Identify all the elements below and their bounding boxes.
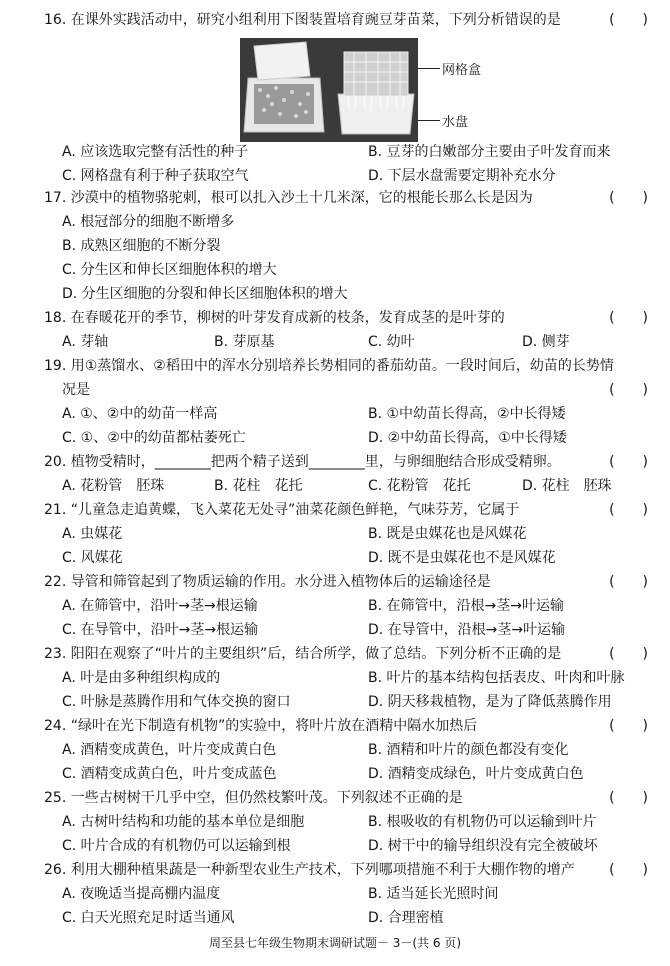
option-d: D. 侧芽: [522, 334, 570, 350]
option-a: A. 根冠部分的细胞不断增多: [62, 214, 235, 230]
question-stem: 26. 利用大棚种植果蔬是一种新型农业生产技术，下列哪项措施不利于大棚作物的增产: [44, 862, 575, 878]
question-stem: 22. 导管和筛管起到了物质运输的作用。水分进入植物体后的运输途径是: [44, 574, 491, 590]
option-d: D. ②中幼苗长得高，①中长得矮: [368, 430, 567, 446]
option-a: A. 古树叶结构和功能的基本单位是细胞: [62, 814, 305, 830]
option-a: A. 芽轴: [62, 334, 109, 350]
answer-blank: ( ): [609, 574, 648, 590]
page-footer: 周至县七年级生物期末调研试题－ 3－(共 6 页): [208, 936, 462, 950]
option-a: A. 花粉管 胚珠: [62, 478, 165, 494]
option-b: B. 花柱 花托: [214, 478, 303, 494]
option-c: C. 风媒花: [62, 550, 123, 566]
question-stem: 23. 阳阳在观察了“叶片的主要组织”后，结合所学，做了总结。下列分析不正确的是: [44, 646, 562, 662]
option-a: A. 在筛管中，沿叶→茎→根运输: [62, 598, 258, 614]
question-23: [44, 642, 654, 714]
question-24: [44, 714, 654, 786]
option-c: C. ①、②中的幼苗都枯萎死亡: [62, 430, 246, 446]
question-20: [44, 450, 654, 498]
option-b: B. 根吸收的有机物仍可以运输到叶片: [368, 814, 597, 830]
option-a: A. 酒精变成黄色，叶片变成黄白色: [62, 742, 277, 758]
option-d: D. 酒精变成绿色，叶片变成黄白色: [368, 766, 584, 782]
question-16: [44, 8, 654, 32]
label-leader-line: [418, 68, 440, 69]
question-19: [44, 354, 654, 450]
answer-blank: ( ): [609, 790, 648, 806]
answer-blank: ( ): [609, 310, 648, 326]
question-stem: 21. “儿童急走追黄蝶，飞入菜花无处寻”油菜花颜色鲜艳，气味芬芳，它属于: [44, 502, 520, 518]
option-d: D. 分生区细胞的分裂和伸长区细胞体积的增大: [62, 286, 348, 302]
option-a: A. 叶是由多种组织构成的: [62, 670, 221, 686]
answer-blank: ( ): [609, 646, 648, 662]
option-b: B. ①中幼苗长得高，②中长得矮: [368, 406, 566, 422]
question-21: [44, 498, 654, 570]
question-stem: 17. 沙漠中的植物骆驼刺，根可以扎入沙土十几米深，它的根能长那么长是因为: [44, 190, 533, 206]
option-d: D. 花柱 胚珠: [522, 478, 612, 494]
option-c: C. 在导管中，沿叶→茎→根运输: [62, 622, 259, 638]
option-c: C. 叶脉是蒸腾作用和气体交换的窗口: [62, 694, 291, 710]
option-c: C. 酒精变成黄白色，叶片变成蓝色: [62, 766, 277, 782]
option-b: B. 成熟区细胞的不断分裂: [62, 238, 221, 254]
option-c: C. 网格盘有利于种子获取空气: [62, 168, 249, 184]
option-b: B. 叶片的基本结构包括表皮、叶肉和叶脉: [368, 670, 625, 686]
question-18: [44, 306, 654, 354]
question-16-options: [44, 140, 654, 188]
question-stem: 19. 用①蒸馏水、②稻田中的浑水分别培养长势相同的番茄幼苗。一段时间后，幼苗的长势情: [44, 358, 614, 374]
answer-blank: ( ): [609, 502, 648, 518]
option-d: D. 阴天移栽植物，是为了降低蒸腾作用: [368, 694, 612, 710]
option-c: C. 叶片合成的有机物仍可以运输到根: [62, 838, 291, 854]
option-b: B. 既是虫媒花也是风媒花: [368, 526, 527, 542]
question-stem: 18. 在春暖花开的季节，柳树的叶芽发育成新的枝条，发育成茎的是叶芽的: [44, 310, 505, 326]
label-leader-line: [418, 120, 440, 121]
question-22: [44, 570, 654, 642]
water-tray-label: 水盘: [442, 115, 469, 130]
question-stem: 16. 在课外实践活动中，研究小组利用下图装置培育豌豆芽苗菜，下列分析错误的是: [44, 12, 561, 28]
option-d: D. 下层水盘需要定期补充水分: [368, 168, 556, 184]
question-stem: 25. 一些古树树干几乎中空，但仍然枝繁叶茂。下列叙述不正确的是: [44, 790, 463, 806]
option-b: B. 豆芽的白嫩部分主要由子叶发育而来: [368, 144, 611, 160]
answer-blank: ( ): [609, 12, 648, 28]
answer-blank: ( ): [609, 190, 648, 206]
answer-blank: ( ): [609, 718, 648, 734]
grid-box-label: 网格盒: [442, 63, 482, 78]
option-c: C. 分生区和伸长区细胞体积的增大: [62, 262, 277, 278]
option-b: B. 适当延长光照时间: [368, 886, 499, 902]
question-stem-continued: 况是: [62, 382, 90, 398]
question-stem: 24. “绿叶在光下制造有机物”的实验中，将叶片放在酒精中隔水加热后: [44, 718, 478, 734]
option-b: B. 酒精和叶片的颜色都没有变化: [368, 742, 569, 758]
sprout-tray-figure: [240, 38, 418, 142]
option-d: D. 树干中的输导组织没有完全被破坏: [368, 838, 598, 854]
question-17: [44, 186, 654, 306]
sprout-tray-illustration: [240, 38, 418, 142]
option-c: C. 花粉管 花托: [368, 478, 471, 494]
option-a: A. 虫媒花: [62, 526, 123, 542]
question-stem: 20. 植物受精时，________把两个精子送到________里，与卵细胞结合形成受精卵。: [44, 454, 561, 470]
answer-blank: ( ): [609, 454, 648, 470]
option-c: C. 白天光照充足时适当通风: [62, 910, 235, 926]
option-b: B. 在筛管中，沿根→茎→叶运输: [368, 598, 564, 614]
option-a: A. 应该选取完整有活性的种子: [62, 144, 249, 160]
option-d: D. 既不是虫媒花也不是风媒花: [368, 550, 556, 566]
option-b: B. 芽原基: [214, 334, 275, 350]
question-25: [44, 786, 654, 858]
option-c: C. 幼叶: [368, 334, 415, 350]
option-d: D. 在导管中，沿根→茎→叶运输: [368, 622, 566, 638]
option-a: A. 夜晚适当提高棚内温度: [62, 886, 221, 902]
answer-blank: ( ): [609, 862, 648, 878]
answer-blank: ( ): [609, 382, 648, 398]
option-a: A. ①、②中的幼苗一样高: [62, 406, 218, 422]
question-26: [44, 858, 654, 930]
option-d: D. 合理密植: [368, 910, 444, 926]
